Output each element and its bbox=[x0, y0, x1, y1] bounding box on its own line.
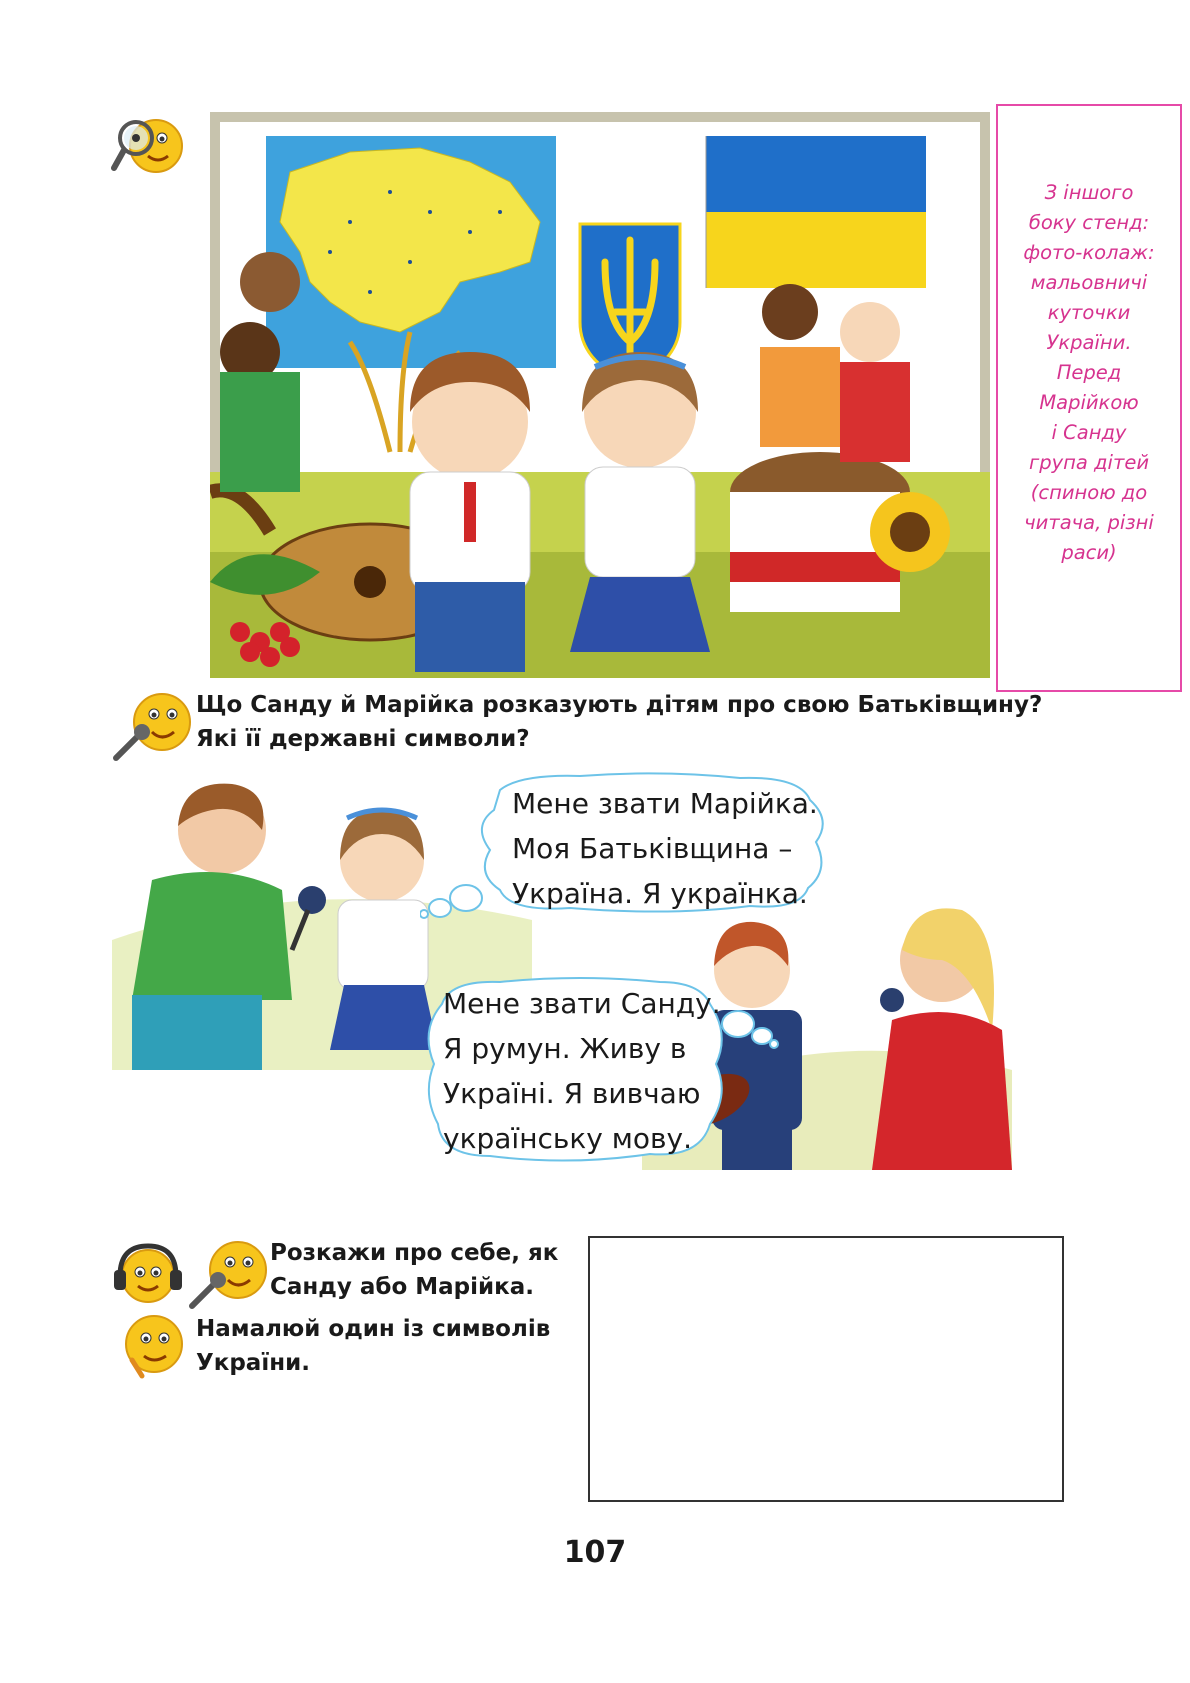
microphone-smiley-icon bbox=[186, 1236, 270, 1312]
bubble-mariika-text bbox=[512, 781, 818, 916]
note-line: боку стенд: bbox=[1028, 211, 1150, 234]
pencil-smiley-icon bbox=[112, 1310, 190, 1380]
drawing-area[interactable] bbox=[588, 1236, 1064, 1502]
bubble-line: Мене звати Санду. bbox=[443, 987, 721, 1020]
note-line: куточки bbox=[1047, 301, 1131, 324]
girl-mariika bbox=[570, 352, 710, 652]
note-line: Марійкою bbox=[1039, 391, 1139, 414]
page-number: 107 bbox=[563, 1535, 627, 1570]
flag-blue-stripe bbox=[706, 136, 926, 212]
task-tell-text bbox=[270, 1236, 558, 1304]
note-line: фото-колаж: bbox=[1023, 241, 1155, 264]
bubble-line: Я румун. Живу в bbox=[443, 1032, 687, 1065]
question-line: Що Санду й Марійка розказують дітям про свою Батьківщину? bbox=[196, 692, 1043, 718]
microphone bbox=[298, 886, 326, 914]
flag-yellow-stripe bbox=[706, 212, 926, 288]
editor-note-box bbox=[996, 104, 1182, 692]
microphone-smiley-icon bbox=[110, 688, 194, 764]
note-line: і Санду bbox=[1051, 421, 1127, 444]
question-text bbox=[196, 688, 1042, 756]
boy-sandu bbox=[410, 352, 530, 672]
task-line: України. bbox=[196, 1350, 310, 1376]
headphones-smiley-icon bbox=[112, 1240, 184, 1306]
bubble-line: Україна. Я українка. bbox=[512, 877, 808, 910]
note-line: З іншого bbox=[1044, 181, 1134, 204]
note-line: Перед bbox=[1056, 361, 1122, 384]
classroom-illustration bbox=[210, 112, 990, 678]
task-line: Розкажи про себе, як bbox=[270, 1240, 559, 1266]
task-line: Санду або Марійка. bbox=[270, 1274, 534, 1300]
bubble-line: Мене звати Марійка. bbox=[512, 787, 818, 820]
note-line: читача, різні bbox=[1024, 511, 1154, 534]
note-line: група дітей bbox=[1029, 451, 1149, 474]
reporter-woman bbox=[872, 908, 1012, 1170]
bubble-line: Україні. Я вивчаю bbox=[443, 1077, 701, 1110]
bubble-line: Моя Батьківщина – bbox=[512, 832, 793, 865]
magnifier-smiley-icon bbox=[110, 112, 190, 176]
note-line: України. bbox=[1046, 331, 1132, 354]
bubble-line: українську мову. bbox=[443, 1122, 693, 1155]
task-line: Намалюй один із символів bbox=[196, 1316, 551, 1342]
note-line: (спиною до bbox=[1030, 481, 1148, 504]
editor-note-text bbox=[998, 178, 1180, 568]
note-line: мальовничі bbox=[1030, 271, 1148, 294]
bubble-sandu-text bbox=[443, 981, 721, 1161]
task-draw-text bbox=[196, 1312, 550, 1380]
note-line: раси) bbox=[1061, 541, 1117, 564]
question-line: Які її державні символи? bbox=[196, 726, 530, 752]
